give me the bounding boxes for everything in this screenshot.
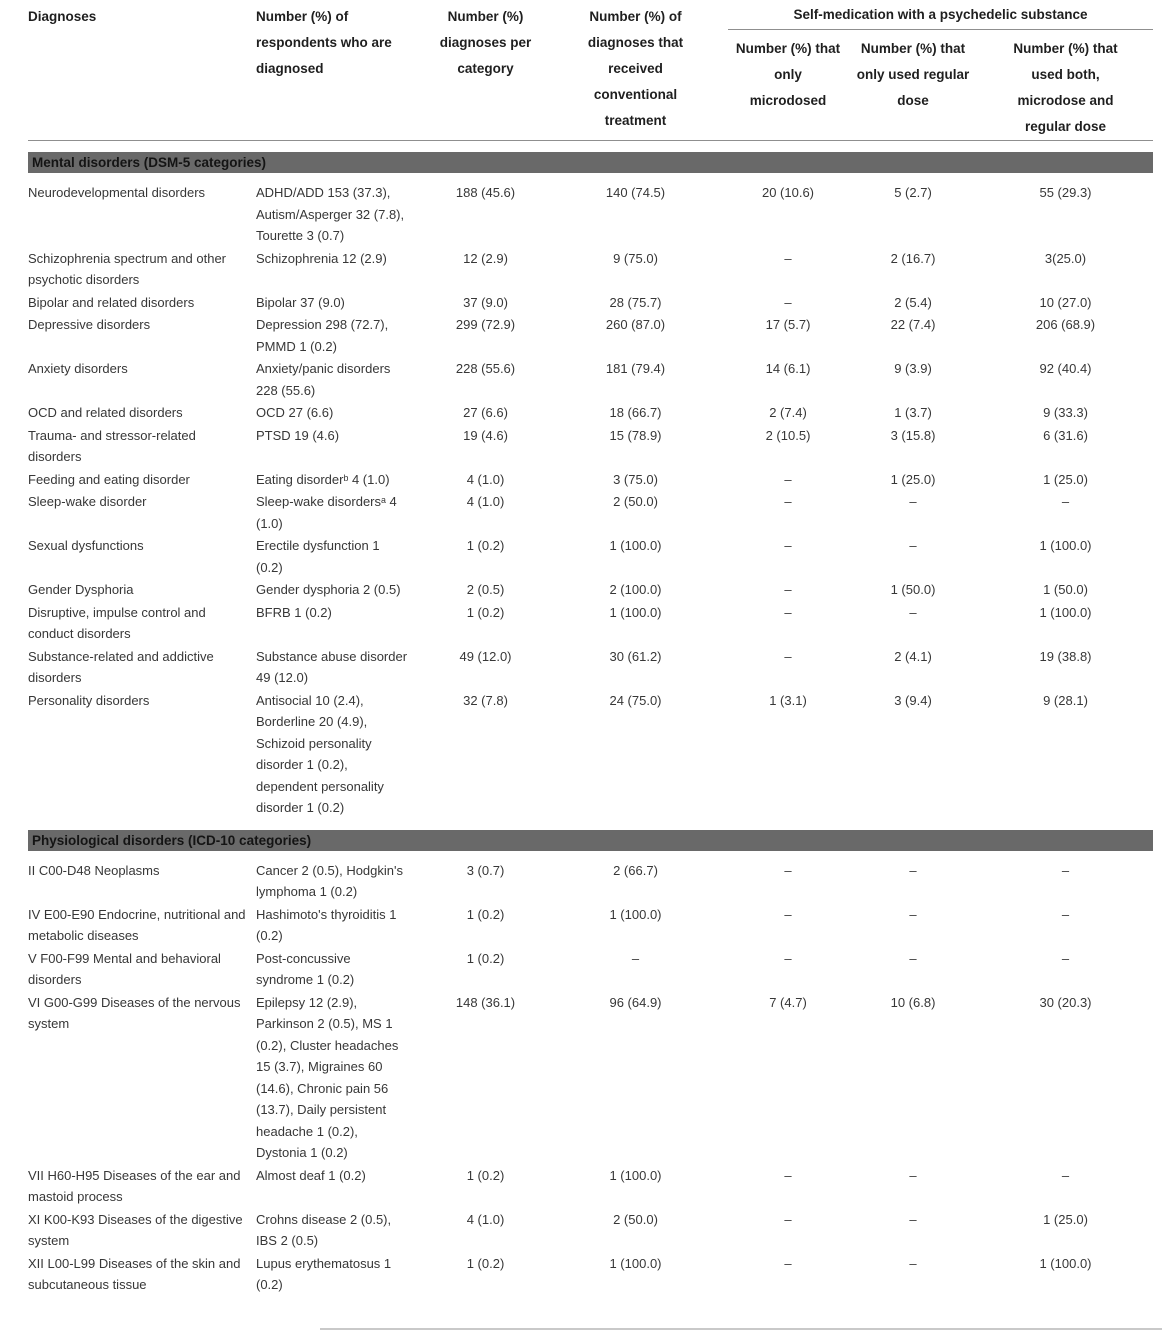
value-cell: – — [909, 950, 917, 966]
column-header-used-both: Number (%) that used both, microdose and regular dose — [978, 30, 1153, 141]
table-row — [28, 401, 1153, 424]
value-cell: Epilepsy 12 (2.9), Parkinson 2 (0.5), MS 1 (0.2), Cluster headaches 15 (3.7), Migraines 60 (14.6), Chronic pain 56 (13.7), Daily persistent headache 1 (0.2), Dystonia 1 (0.2) — [256, 994, 399, 1160]
value-cell: – — [909, 862, 917, 878]
value-cell: – — [909, 1167, 917, 1183]
value-cell: Antisocial 10 (2.4), Borderline 20 (4.9), Schizoid personality disorder 1 (0.2), dependent personality disorder 1 (0.2) — [256, 692, 384, 815]
value-cell: 55 (29.3) — [1039, 185, 1092, 200]
diagnosis-cell: VII H60-H95 Diseases of the ear and mastoid process — [28, 1167, 241, 1204]
value-cell: Gender dysphoria 2 (0.5) — [256, 582, 401, 597]
value-cell: 1 (100.0) — [609, 1167, 662, 1183]
value-cell: 228 (55.6) — [455, 361, 516, 376]
value-cell: 3(25.0) — [1044, 250, 1087, 266]
table-row — [28, 645, 1153, 689]
table-body — [28, 141, 1153, 1296]
value-cell: 3 (15.8) — [890, 427, 936, 443]
value-cell: 19 (4.6) — [463, 427, 508, 443]
value-cell: Lupus erythematosus 1 (0.2) — [256, 1255, 392, 1292]
value-cell: 1 (25.0) — [890, 471, 936, 487]
value-cell: – — [909, 906, 917, 922]
value-cell: – — [909, 1211, 917, 1227]
value-cell: – — [784, 250, 792, 266]
value-cell: 32 (7.8) — [463, 692, 508, 708]
value-cell: 2 (100.0) — [609, 582, 662, 597]
diagnosis-cell: IV E00-E90 Endocrine, nutritional and metabolic diseases — [28, 906, 246, 943]
diagnosis-cell: V F00-F99 Mental and behavioral disorders — [28, 950, 221, 987]
value-cell: – — [784, 950, 792, 966]
value-cell: 1 (0.2) — [466, 1255, 505, 1271]
diagnosis-cell: Feeding and eating disorder — [28, 471, 190, 487]
column-header-diagnoses: Diagnoses — [28, 4, 256, 141]
section-title: Physiological disorders (ICD-10 categories) — [28, 830, 1153, 851]
value-cell: Anxiety/panic disorders 228 (55.6) — [256, 361, 391, 398]
value-cell: – — [784, 538, 792, 553]
table-row — [28, 490, 1153, 534]
value-cell: – — [1061, 494, 1070, 509]
value-cell: 30 (61.2) — [609, 648, 662, 664]
value-cell: – — [784, 906, 792, 922]
value-cell: 2 (7.4) — [769, 405, 807, 420]
value-cell: 17 (5.7) — [765, 317, 811, 332]
value-cell: 1 (0.2) — [466, 906, 505, 922]
value-cell: 1 (0.2) — [466, 950, 505, 966]
table-row — [28, 903, 1153, 947]
value-cell: 9 (33.3) — [1043, 405, 1088, 420]
value-cell: Hashimoto's thyroiditis 1 (0.2) — [256, 906, 397, 943]
value-cell: 1 (0.2) — [466, 1167, 505, 1183]
table-row — [28, 1164, 1153, 1208]
value-cell: 1 (25.0) — [1043, 1211, 1088, 1227]
table-row — [28, 534, 1153, 578]
value-cell: Post-concussive syndrome 1 (0.2) — [256, 950, 355, 987]
table-bottom-rule — [320, 1328, 1162, 1330]
value-cell: – — [909, 604, 917, 620]
value-cell: 148 (36.1) — [455, 994, 516, 1010]
value-cell: 299 (72.9) — [455, 317, 516, 332]
diagnosis-cell: Substance-related and addictive disorders — [28, 648, 214, 685]
value-cell: 1 (100.0) — [609, 538, 662, 553]
table-row — [28, 247, 1153, 291]
value-cell: 188 (45.6) — [455, 185, 516, 200]
section-row — [28, 819, 1153, 859]
value-cell: 2 (66.7) — [613, 862, 658, 878]
value-cell: Eating disorderᵇ 4 (1.0) — [256, 471, 390, 487]
column-header-conventional-treatment: Number (%) of diagnoses that received conventional treatment — [543, 4, 728, 141]
diagnosis-cell: Depressive disorders — [28, 317, 151, 332]
section-cell — [28, 819, 1153, 859]
value-cell: 1 (100.0) — [1039, 1255, 1092, 1271]
value-cell: Crohns disease 2 (0.5), IBS 2 (0.5) — [256, 1211, 392, 1248]
value-cell: 24 (75.0) — [609, 692, 662, 708]
value-cell: 3 (0.7) — [466, 862, 505, 878]
value-cell: 1 (3.7) — [894, 405, 932, 420]
table-row — [28, 313, 1153, 357]
diagnosis-cell: Personality disorders — [28, 692, 150, 708]
value-cell: 4 (1.0) — [466, 494, 505, 509]
value-cell: – — [784, 1167, 792, 1183]
value-cell: – — [1061, 950, 1070, 966]
value-cell: 5 (2.7) — [894, 185, 932, 200]
value-cell: – — [1061, 1167, 1070, 1183]
value-cell: 140 (74.5) — [605, 185, 666, 200]
value-cell: 1 (100.0) — [609, 906, 662, 922]
value-cell: 10 (27.0) — [1039, 294, 1092, 310]
diagnosis-cell: Gender Dysphoria — [28, 582, 134, 597]
table-row — [28, 181, 1153, 247]
value-cell: – — [784, 604, 792, 620]
value-cell: 1 (100.0) — [1039, 604, 1092, 620]
value-cell: 1 (25.0) — [1043, 471, 1088, 487]
value-cell: 6 (31.6) — [1043, 427, 1088, 443]
value-cell: 4 (1.0) — [466, 1211, 505, 1227]
value-cell: – — [1061, 862, 1070, 878]
table-row — [28, 859, 1153, 903]
value-cell: BFRB 1 (0.2) — [256, 604, 332, 620]
value-cell: – — [784, 862, 792, 878]
value-cell: 1 (100.0) — [1039, 538, 1092, 553]
value-cell: – — [909, 538, 917, 553]
value-cell: 12 (2.9) — [463, 250, 508, 266]
header-row-1 — [28, 4, 1153, 30]
value-cell: 28 (75.7) — [609, 294, 662, 310]
value-cell: – — [909, 494, 917, 509]
value-cell: 20 (10.6) — [761, 185, 815, 200]
value-cell: 7 (4.7) — [769, 994, 807, 1010]
diagnosis-cell: XI K00-K93 Diseases of the digestive system — [28, 1211, 243, 1248]
value-cell: 1 (0.2) — [466, 604, 505, 620]
section-cell — [28, 141, 1153, 182]
value-cell: 19 (38.8) — [1039, 648, 1092, 664]
column-header-only-microdosed: Number (%) that only microdosed — [728, 30, 848, 141]
value-cell: 3 (75.0) — [613, 471, 658, 487]
diagnosis-cell: Trauma- and stressor-related disorders — [28, 427, 196, 464]
value-cell: Depression 298 (72.7), PMMD 1 (0.2) — [256, 317, 389, 354]
table-row — [28, 991, 1153, 1164]
section-title: Mental disorders (DSM-5 categories) — [28, 152, 1153, 173]
table-row — [28, 1208, 1153, 1252]
value-cell: 2 (5.4) — [894, 294, 932, 310]
diagnosis-cell: VI G00-G99 Diseases of the nervous system — [28, 994, 241, 1031]
table-row — [28, 424, 1153, 468]
column-header-per-category: Number (%) diagnoses per category — [428, 4, 543, 141]
value-cell: Substance abuse disorder 49 (12.0) — [256, 648, 408, 685]
value-cell: 2 (0.5) — [466, 582, 505, 597]
value-cell: Erectile dysfunction 1 (0.2) — [256, 538, 380, 575]
diagnosis-cell: Sleep-wake disorder — [28, 494, 147, 509]
diagnosis-cell: Neurodevelopmental disorders — [28, 185, 206, 200]
value-cell: 1 (50.0) — [1043, 582, 1088, 597]
value-cell: 1 (3.1) — [769, 692, 807, 708]
value-cell: 49 (12.0) — [459, 648, 512, 664]
value-cell: – — [784, 494, 792, 509]
column-header-respondents: Number (%) of respondents who are diagnosed — [256, 4, 428, 141]
value-cell: 9 (28.1) — [1043, 692, 1088, 708]
diagnosis-cell: Anxiety disorders — [28, 361, 128, 376]
value-cell: 1 (100.0) — [609, 604, 662, 620]
value-cell: – — [784, 648, 792, 664]
diagnosis-cell: OCD and related disorders — [28, 405, 183, 420]
value-cell: 9 (75.0) — [613, 250, 658, 266]
value-cell: 30 (20.3) — [1039, 994, 1092, 1010]
value-cell: 181 (79.4) — [605, 361, 666, 376]
value-cell: 1 (0.2) — [466, 538, 505, 553]
value-cell: 96 (64.9) — [609, 994, 662, 1010]
table-row — [28, 357, 1153, 401]
value-cell: 1 (50.0) — [890, 582, 936, 597]
section-row — [28, 141, 1153, 182]
value-cell: 2 (50.0) — [613, 1211, 658, 1227]
table-row — [28, 947, 1153, 991]
value-cell: 37 (9.0) — [463, 294, 508, 310]
value-cell: – — [909, 1255, 917, 1271]
value-cell: 2 (16.7) — [890, 250, 936, 266]
value-cell: 9 (3.9) — [894, 361, 932, 376]
diagnosis-cell: Bipolar and related disorders — [28, 294, 195, 310]
diagnosis-cell: Sexual dysfunctions — [28, 538, 144, 553]
column-header-only-regular-dose: Number (%) that only used regular dose — [848, 30, 978, 141]
table-row — [28, 291, 1153, 314]
value-cell: PTSD 19 (4.6) — [256, 427, 340, 443]
diagnosis-cell: II C00-D48 Neoplasms — [28, 862, 160, 878]
value-cell: – — [631, 950, 640, 966]
value-cell: 260 (87.0) — [605, 317, 666, 332]
value-cell: 2 (10.5) — [765, 427, 811, 443]
value-cell: 3 (9.4) — [894, 692, 932, 708]
table-row — [28, 578, 1153, 601]
value-cell: 2 (4.1) — [894, 648, 932, 664]
diagnosis-cell: Disruptive, impulse control and conduct disorders — [28, 604, 206, 641]
value-cell: ADHD/ADD 153 (37.3), Autism/Asperger 32 (7.8), Tourette 3 (0.7) — [256, 185, 405, 243]
table-row — [28, 601, 1153, 645]
value-cell: Cancer 2 (0.5), Hodgkin's lymphoma 1 (0.2) — [256, 862, 403, 899]
table-row — [28, 689, 1153, 819]
table-row — [28, 468, 1153, 491]
value-cell: 206 (68.9) — [1035, 317, 1096, 332]
value-cell: 15 (78.9) — [609, 427, 662, 443]
table-row — [28, 1252, 1153, 1296]
diagnoses-table — [28, 4, 1153, 1296]
value-cell: 4 (1.0) — [466, 471, 505, 487]
value-cell: Sleep-wake disordersᵃ 4 (1.0) — [256, 494, 397, 531]
group-header-self-medication: Self-medication with a psychedelic substance — [728, 4, 1153, 30]
value-cell: 2 (50.0) — [613, 494, 658, 509]
value-cell: 22 (7.4) — [890, 317, 936, 332]
value-cell: OCD 27 (6.6) — [256, 405, 334, 420]
value-cell: 27 (6.6) — [463, 405, 508, 420]
value-cell: – — [784, 294, 792, 310]
value-cell: Schizophrenia 12 (2.9) — [256, 250, 387, 266]
value-cell: – — [784, 1255, 792, 1271]
value-cell: – — [784, 582, 792, 597]
diagnosis-cell: Schizophrenia spectrum and other psychotic disorders — [28, 250, 227, 287]
value-cell: Bipolar 37 (9.0) — [256, 294, 345, 310]
value-cell: – — [1061, 906, 1070, 922]
value-cell: Almost deaf 1 (0.2) — [256, 1167, 366, 1183]
value-cell: 10 (6.8) — [890, 994, 936, 1010]
value-cell: 92 (40.4) — [1039, 361, 1092, 376]
diagnosis-cell: XII L00-L99 Diseases of the skin and subcutaneous tissue — [28, 1255, 241, 1292]
value-cell: – — [784, 471, 792, 487]
value-cell: – — [784, 1211, 792, 1227]
value-cell: 1 (100.0) — [609, 1255, 662, 1271]
value-cell: 14 (6.1) — [765, 361, 811, 376]
table-header — [28, 4, 1153, 141]
value-cell: 18 (66.7) — [609, 405, 662, 420]
